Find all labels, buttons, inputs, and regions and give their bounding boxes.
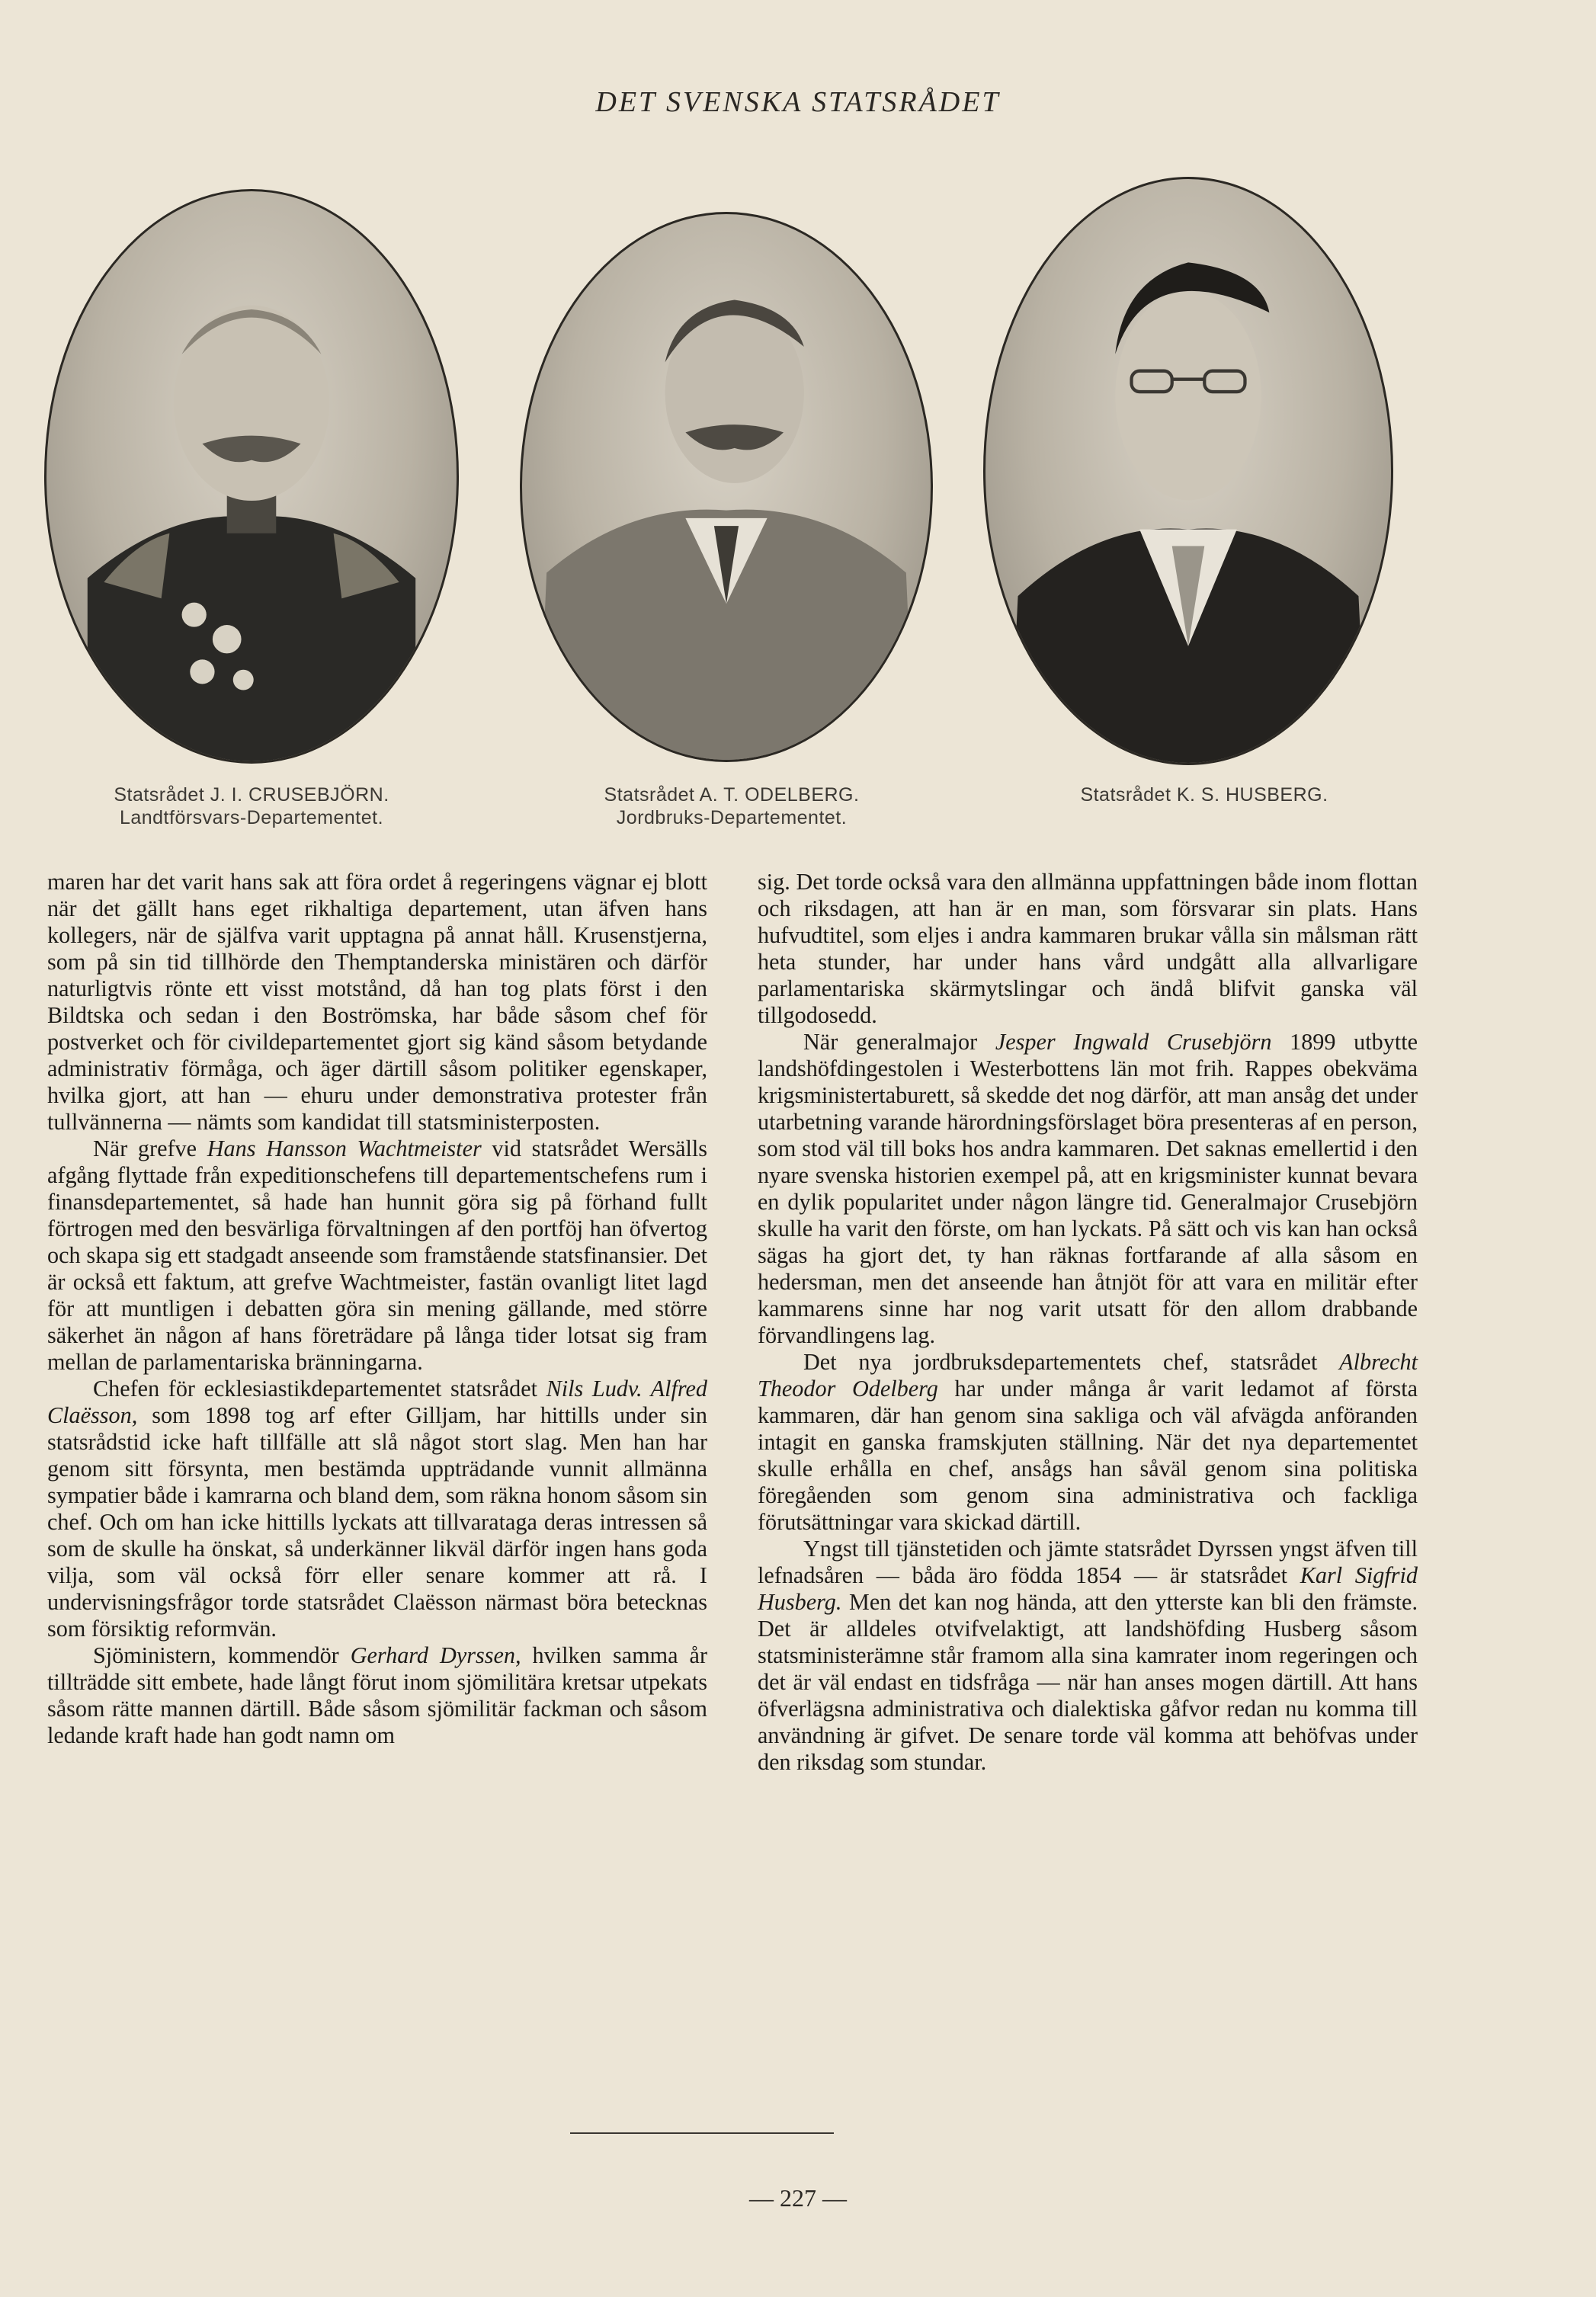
caption-odelberg [526,783,937,829]
person-name: Hans Hansson Wachtmeister [207,1136,482,1161]
paragraph: Yngst till tjänstetiden och jämte statsrådet Dyrssen yngst äfven till lefnadsåren — båda äro födda 1854 — är statsrådet Karl Sigfrid Husberg. Men det kan nog hända, att den ytterste kan bli den främste. Det är alldeles otvifvelaktigt, att landshöfding Husberg såsom statsministerämne står framom alla sina kamrater inom regeringen och det är väl endast en tidsfråga — när han anses mogen därtill. Att hans öfverlägsna administrativa och dialektiska gåfvor redan nu komma till användning är gifvet. De senare torde väl komma att behöfvas under den riksdag som stundar. [758,1536,1418,1775]
person-name: Albrecht Theodor Odelberg [758,1349,1418,1402]
paragraph: maren har det varit hans sak att föra ordet å regeringens vägnar ej blott när det gällt hans eget rikhaltiga departement, utan äfven hans kollegers, när de själfva varit upptagna på annat håll. Krusenstjerna, som på sin tid tillhörde den Themptanderska ministären och därför naturligtvis rönte ett visst motstånd, då han tog plats först i den Bildtska och sedan i den Boströmska, har både såsom chef för postverket och för civildepartementet gjort sig känd såsom betydande administrativ förmåga, och äger därtill såsom politiker egenskaper, hvilka gjort, att han — ehuru under demonstrativa protester från tullvännerna — nämts som kandidat till statsministerposten. [47,869,707,1135]
left-column [47,869,707,1749]
paragraph: När grefve Hans Hansson Wachtmeister vid statsrådet Wersälls afgång flyttade från expeditionschefens till departementschefens rum i finansdepartementet, så hade han hunnit göra sig på förhand fullt förtrogen med den besvärliga förvaltningen af den portföj han öfvertog och skapa sig ett stadgadt anseende som framstående statsfinansier. Det är också ett faktum, att grefve Wachtmeister, fastän ovanligt litet lagd för att muntligen i debatten göra sin mening gällande, med större säkerhet än någon af hans företrädare på långa tider lotsat sig fram mellan de parlamentariska bränningarna. [47,1136,707,1375]
portrait-odelberg-image [522,214,931,760]
portrait-crusebjorn-image [46,191,457,761]
paragraph: sig. Det torde också vara den allmänna uppfattningen både inom flottan och riksdagen, att han är en man, som försvarar sin plats. Hans hufvudtitel, som eljes i andra kammaren brukar vålla sin målsman rätt heta stunder, har under hans vård undgått alla allvarligare parlamentariska skärmytslingar och ändå blifvit ganska väl tillgodosedd. [758,869,1418,1028]
right-column [758,869,1418,1776]
running-head: DET SVENSKA STATSRÅDET [595,86,1001,118]
caption-department: Landtförsvars-Departementet. [119,807,384,828]
portrait-odelberg [520,212,933,762]
caption-department: Jordbruks-Departementet. [616,807,848,828]
portrait-husberg-image [985,179,1391,763]
caption-title: Statsrådet J. I. CRUSEBJÖRN. [114,784,389,806]
paragraph: Det nya jordbruksdepartementets chef, statsrådet Albrecht Theodor Odelberg har under många år varit ledamot af första kammaren, där han genom sina sakliga och väl afvägda anföranden intagit en ganska framskjuten ställning. När det nya departementet skulle erhålla en chef, ansågs han såväl genom sina politiska föregåenden som genom sina administrativa och fackliga förutsättningar vara skickad därtill. [758,1349,1418,1535]
person-name: Karl Sigfrid Husberg. [758,1562,1418,1615]
portrait-crusebjorn [44,189,459,764]
person-name: Nils Ludv. Alfred Claësson, [47,1376,707,1428]
caption-title: Statsrådet K. S. HUSBERG. [1080,784,1328,806]
footer-rule [570,2132,834,2134]
person-name: Gerhard Dyrssen, [350,1642,521,1668]
caption-title: Statsrådet A. T. ODELBERG. [604,784,860,806]
paragraph: Chefen för ecklesiastikdepartementet statsrådet Nils Ludv. Alfred Claësson, som 1898 tog arf efter Gilljam, har hittills under sin statsrådstid icke haft tillfälle att slå något stort slag. Men han har genom sitt försynta, men bestämda uppträdande vunnit allmänna sympatier både i kamrarna och bland dem, som räkna honom såsom sin chef. Och om han icke hittills lyckats att tillvarataga deras intressen så som de skulle ha önskat, så underkänner likväl därför ingen hans goda vilja, som väl också förr eller senare kommer att rå. I undervisningsfrågor torde statsrådet Claësson närmast böra betecknas som försiktig reformvän. [47,1376,707,1642]
caption-husberg [1006,783,1402,806]
page-number: — 227 — [749,2184,847,2212]
paragraph: Sjöministern, kommendör Gerhard Dyrssen, hvilken samma år tillträdde sitt embete, hade långt förut inom sjömilitära kretsar utpekats såsom rätte mannen därtill. Både såsom sjömilitär fackman och såsom ledande kraft hade han godt namn om [47,1642,707,1748]
paragraph: När generalmajor Jesper Ingwald Crusebjörn 1899 utbytte landshöfdingestolen i Westerbottens län mot frih. Rappes obekväma krigsministertaburett, så skedde det nog därför, att man ansåg det under utarbetning varande härordningsförslaget böra presenteras af en person, som stod väl till boks hos andra kammaren. Det saknas emellertid i den nyare svenska historien exempel på, att en krigsminister kunnat bevara en dylik popularitet under någon längre tid. Generalmajor Crusebjörn skulle ha varit den förste, om han lyckats. På sätt och vis kan han också sägas ha gjort det, ty han räknas fortfarande af alla såsom en hedersman, men det anseende han åtnjöt för att vara en militär efter kammarens sinne har nog varit utsatt för den allom drabbande förvandlingens lag. [758,1029,1418,1348]
portrait-husberg [983,177,1393,765]
person-name: Jesper Ingwald Crusebjörn [995,1029,1272,1055]
caption-crusebjorn [46,783,457,829]
